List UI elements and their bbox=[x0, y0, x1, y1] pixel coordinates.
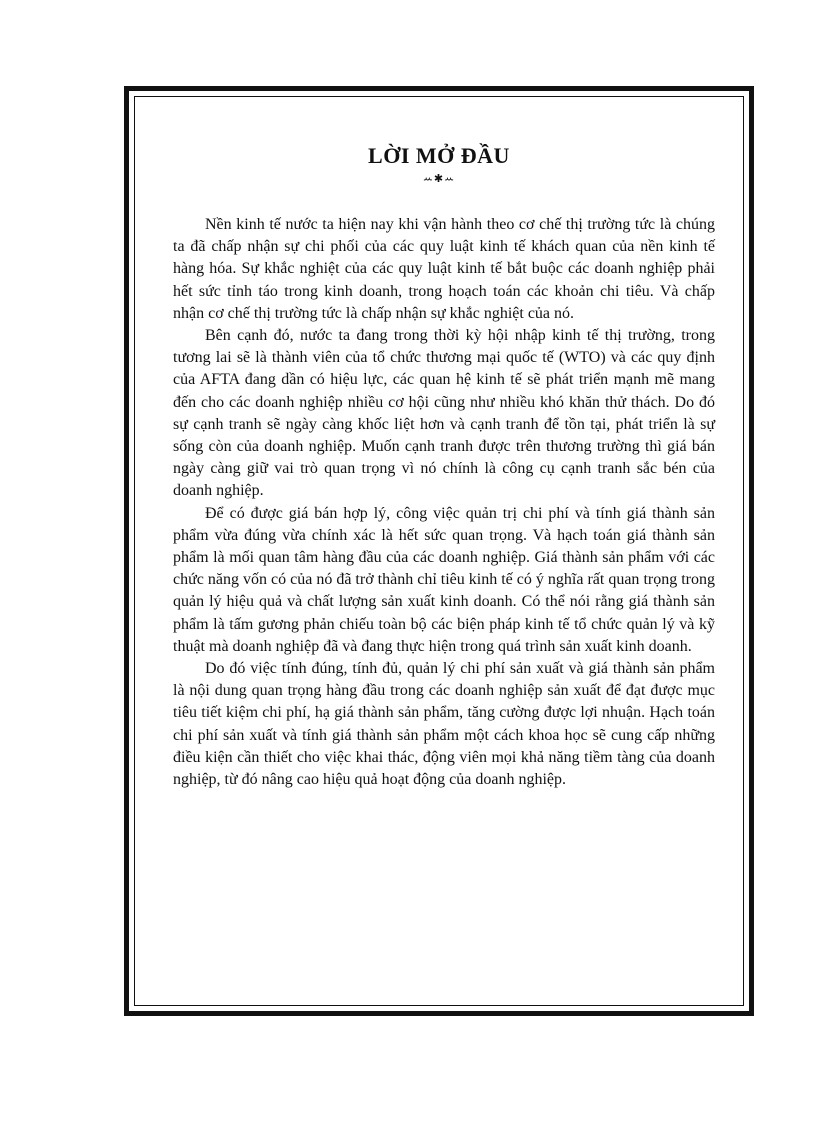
title-ornament: ꕀ✱ꕀ bbox=[422, 172, 456, 185]
paragraph-2: Bên cạnh đó, nước ta đang trong thời kỳ hội nhập kinh tế thị trường, trong tương lai sẽ là thành viên của tổ chức thương mại quốc tế (WTO) và các quy định của AFTA đang dần có hiệu lực, các quan hệ kinh tế sẽ phát triển mạnh mẽ mang đến cho các doanh nghiệp nhiều cơ hội cũng như nhiều khó khăn thử thách. Do đó sự cạnh tranh sẽ ngày càng khốc liệt hơn và cạnh tranh để tồn tại, phát triển là sự sống còn của doanh nghiệp. Muốn cạnh tranh được trên thương trường thì giá bán ngày càng giữ vai trò quan trọng vì nó chính là công cụ cạnh tranh sắc bén của doanh nghiệp. bbox=[173, 327, 715, 500]
paragraph-1: Nền kinh tế nước ta hiện nay khi vận hành theo cơ chế thị trường tức là chúng ta đã chấp nhận sự chi phối của các quy luật kinh tế khách quan của nền kinh tế hàng hóa. Sự khắc nghiệt của các quy luật kinh tế bắt buộc các doanh nghiệp phải hết sức tỉnh táo trong kinh doanh, trong hoạch toán các khoản chi tiêu. Và chấp nhận cơ chế thị trường tức là chấp nhận sự khắc nghiệt của nó. bbox=[173, 216, 715, 322]
page-border-frame bbox=[124, 86, 754, 1016]
document-title: LỜI MỞ ĐẦU bbox=[368, 143, 510, 168]
document-body bbox=[173, 214, 715, 791]
page-inner-frame bbox=[134, 96, 744, 1006]
paragraph-4: Do đó việc tính đúng, tính đủ, quản lý chi phí sản xuất và giá thành sản phẩm là nội dung quan trọng hàng đầu trong các doanh nghiệp sản xuất để đạt được mục tiêu tiết kiệm chi phí, hạ giá thành sản phẩm, tăng cường được lợi nhuận. Hạch toán chi phí sản xuất và tính giá thành sản phẩm một cách khoa học sẽ cung cấp những điều kiện cần thiết cho việc khai thác, động viên mọi khả năng tiềm tàng của doanh nghiệp, từ đó nâng cao hiệu quả hoạt động của doanh nghiệp. bbox=[173, 660, 715, 789]
paragraph-3: Để có được giá bán hợp lý, công việc quản trị chi phí và tính giá thành sản phẩm vừa đúng vừa chính xác là hết sức quan trọng. Và hạch toán giá thành sản phẩm là mối quan tâm hàng đầu của các doanh nghiệp. Giá thành sản phẩm với các chức năng vốn có của nó đã trở thành chỉ tiêu kinh tế có ý nghĩa rất quan trọng trong quản lý hiệu quả và chất lượng sản xuất kinh doanh. Có thể nói rằng giá thành sản phẩm là tấm gương phản chiếu toàn bộ các biện pháp kinh tế tổ chức quản lý và kỹ thuật mà doanh nghiệp đã và đang thực hiện trong quá trình sản xuất kinh doanh. bbox=[173, 504, 715, 655]
